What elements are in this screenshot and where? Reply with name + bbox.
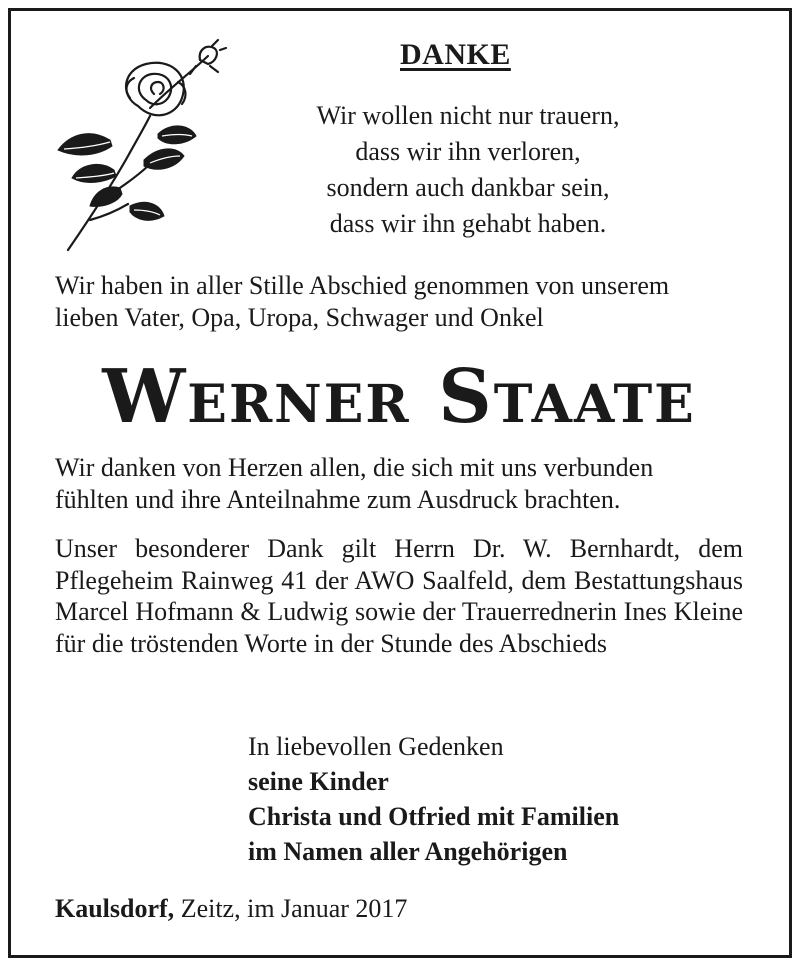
poem-line: dass wir ihn verloren, — [355, 137, 581, 166]
signoff-line: In liebevollen Gedenken — [248, 732, 504, 761]
signoff-relatives: im Namen aller Angehörigen — [248, 837, 568, 866]
signoff-block — [248, 729, 619, 869]
thanks-line: Wir danken von Herzen allen, die sich mit uns verbunden — [55, 453, 654, 482]
poem-line: dass wir ihn gehabt haben. — [329, 209, 607, 238]
poem-line: sondern auch dankbar sein, — [326, 173, 610, 202]
heading-danke: DANKE — [400, 38, 511, 71]
intro-paragraph — [55, 270, 743, 333]
signoff-children: seine Kinder — [248, 767, 389, 796]
intro-line: Wir haben in aller Stille Abschied genommen von unserem — [55, 271, 670, 300]
thanks-line: fühlten und ihre Anteilnahme zum Ausdruck brachten. — [55, 484, 621, 514]
deceased-name: Werner Staate — [102, 354, 696, 440]
poem-line: Wir wollen nicht nur trauern, — [316, 101, 620, 130]
place-date-line — [55, 893, 407, 925]
intro-line: lieben Vater, Opa, Uropa, Schwager und Onkel — [55, 302, 544, 332]
signoff-names: Christa und Otfried mit Familien — [248, 802, 620, 831]
place-date-rest: Zeitz, im Januar 2017 — [174, 894, 408, 923]
special-thanks-paragraph: Unser besonderer Dank gilt Herrn Dr. W. Bernhardt, dem Pflegeheim Rainweg 41 der AWO Saalfeld, dem Bestattungshaus Marcel Hofmann & Ludwig sowie der Trauerrednerin Ines Kleine für die tröstenden Worte in der Stunde des Abschieds — [55, 534, 743, 658]
poem — [258, 98, 678, 242]
thanks-paragraph — [55, 452, 743, 515]
rose-icon — [50, 38, 230, 258]
place-name: Kaulsdorf, — [55, 894, 175, 923]
